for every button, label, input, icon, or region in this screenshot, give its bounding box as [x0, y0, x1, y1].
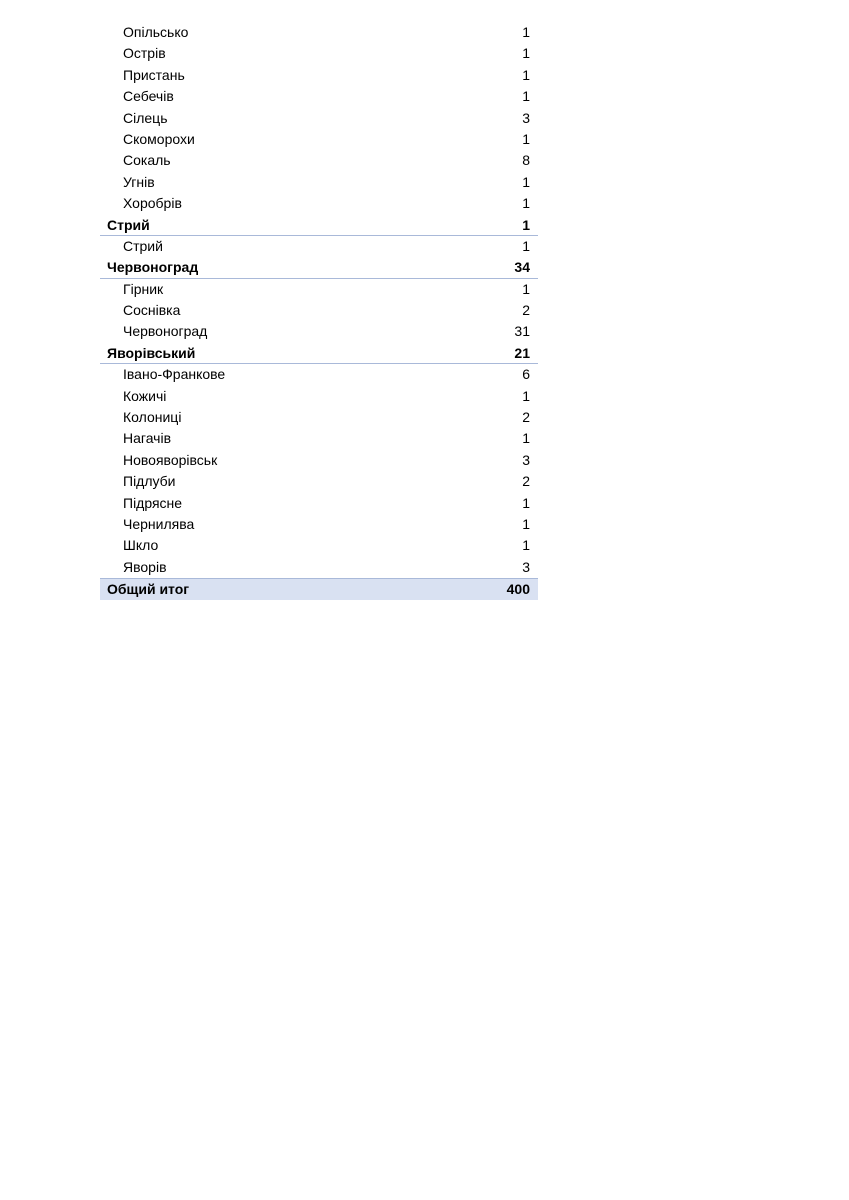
item-value: 1 — [522, 430, 530, 447]
item-label: Яворів — [123, 558, 167, 575]
item-row — [100, 514, 538, 535]
grand-total-label: Общий итог — [107, 581, 190, 598]
item-value: 1 — [522, 173, 530, 190]
pivot-table — [100, 22, 538, 600]
group-value: 1 — [522, 216, 530, 233]
item-row — [100, 172, 538, 193]
item-row — [100, 22, 538, 43]
item-row — [100, 65, 538, 86]
item-row — [100, 236, 538, 257]
item-label: Сокаль — [123, 152, 171, 169]
item-label: Хоробрів — [123, 195, 182, 212]
item-value: 1 — [522, 195, 530, 212]
item-value: 1 — [522, 24, 530, 40]
group-label: Стрий — [107, 216, 150, 233]
item-value: 2 — [522, 473, 530, 490]
item-label: Чернилява — [123, 515, 195, 532]
pivot-rows — [100, 22, 538, 578]
item-label: Острів — [123, 45, 166, 62]
grand-total-value: 400 — [506, 581, 530, 598]
group-label: Червоноград — [107, 259, 199, 276]
item-value: 1 — [522, 237, 530, 254]
item-label: Підрясне — [123, 494, 183, 511]
item-row — [100, 450, 538, 471]
item-row — [100, 386, 538, 407]
item-row — [100, 535, 538, 556]
item-row — [100, 364, 538, 385]
item-label: Стрий — [123, 237, 163, 254]
item-label: Гірник — [123, 280, 164, 297]
item-row — [100, 471, 538, 492]
item-value: 1 — [522, 515, 530, 532]
item-value: 1 — [522, 130, 530, 147]
item-label: Івано-Франкове — [123, 366, 226, 383]
grand-total-row — [100, 578, 538, 599]
item-row — [100, 321, 538, 342]
item-value: 3 — [522, 558, 530, 575]
item-label: Нагачів — [123, 430, 172, 447]
item-value: 1 — [522, 45, 530, 62]
item-label: Кожичі — [123, 387, 167, 404]
item-value: 1 — [522, 88, 530, 105]
item-row — [100, 108, 538, 129]
item-value: 31 — [514, 323, 530, 340]
item-value: 3 — [522, 451, 530, 468]
group-value: 34 — [514, 259, 530, 276]
group-label: Яворівський — [107, 344, 196, 361]
item-label: Себечів — [123, 88, 174, 105]
item-label: Угнів — [123, 173, 155, 190]
item-row — [100, 300, 538, 321]
item-row — [100, 150, 538, 171]
item-label: Колониці — [123, 409, 182, 426]
item-row — [100, 129, 538, 150]
item-row — [100, 557, 538, 578]
item-value: 1 — [522, 280, 530, 297]
item-label: Пристань — [123, 66, 185, 83]
item-label: Скоморохи — [123, 130, 195, 147]
item-label: Сілець — [123, 109, 168, 126]
item-row — [100, 86, 538, 107]
item-label: Шкло — [123, 537, 159, 554]
item-value: 2 — [522, 409, 530, 426]
group-value: 21 — [514, 344, 530, 361]
item-label: Опільсько — [123, 24, 189, 40]
item-value: 1 — [522, 66, 530, 83]
item-label: Підлуби — [123, 473, 176, 490]
group-row — [100, 343, 538, 364]
item-value: 8 — [522, 152, 530, 169]
item-value: 1 — [522, 387, 530, 404]
group-row — [100, 257, 538, 278]
item-row — [100, 428, 538, 449]
item-row — [100, 279, 538, 300]
item-value: 6 — [522, 366, 530, 383]
item-value: 1 — [522, 537, 530, 554]
item-row — [100, 493, 538, 514]
item-label: Соснівка — [123, 302, 181, 319]
item-row — [100, 43, 538, 64]
group-row — [100, 215, 538, 236]
item-row — [100, 193, 538, 214]
item-value: 3 — [522, 109, 530, 126]
item-row — [100, 407, 538, 428]
item-value: 1 — [522, 494, 530, 511]
item-label: Новояворівськ — [123, 451, 218, 468]
item-label: Червоноград — [123, 323, 208, 340]
item-value: 2 — [522, 302, 530, 319]
